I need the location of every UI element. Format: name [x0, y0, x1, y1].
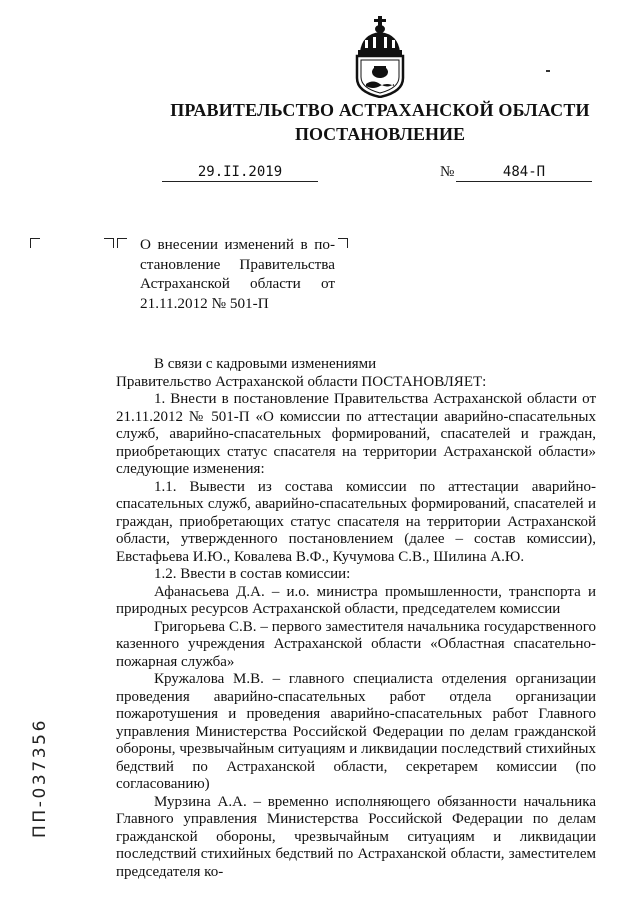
- number-sign: №: [440, 164, 455, 180]
- body-paragraph: 1.1. Вывести из состава комиссии по аттестации аварийно-спасательных служб, аварийно-спасательных формирований, спасателей и граждан, приобретающих статус спасателя на территории Астраханской области, утвержденного постановлением (далее – состав комиссии), Евстафьева И.Ю., Ковалева В.Ф., Кучумова С.В., Шилина А.Ю.: [116, 478, 596, 565]
- body-paragraph: 1.2. Ввести в состав комиссии:: [154, 566, 351, 582]
- margin-tick-mark: [546, 70, 550, 72]
- document-subject: [140, 235, 335, 313]
- serial-number: ПП-037356: [30, 718, 50, 838]
- coat-of-arms-emblem: [352, 16, 408, 98]
- document-body: [116, 356, 596, 881]
- body-paragraph: В связи с кадровыми изменениями: [154, 356, 377, 372]
- body-paragraph: Правительство Астраханской области ПОСТАНОВЛЯЕТ:: [116, 373, 487, 390]
- body-paragraph: Кружалова М.В. – главного специалиста отделения организации проведения аварийно-спасательных работ отдела организации пожаротушения и проведения аварийно-спасательных работ Главного управления Министерства Российской Федерации по делам гражданской обороны, чрезвычайным ситуациям и ликвидации последствий стихийных бедствий по Астраханской области, секретарем комиссии (по согласованию): [116, 671, 596, 792]
- body-paragraph: Мурзина А.А. – временно исполняющего обязанности начальника Главного управления Министерства Российской Федерации по делам гражданской обороны, чрезвычайным ситуациям и ликвидации последствий стихийных бедствий по Астраханской области, заместителем председателя ко-: [116, 793, 596, 880]
- body-paragraph: Григорьева С.В. – первого заместителя начальника государственного казенного учреждения Астраханской области «Областная спасательно-пожарная служба»: [116, 618, 596, 670]
- serial-stamp: [30, 718, 150, 858]
- document-date: 29.II.2019: [162, 164, 318, 182]
- subject-line: 21.11.2012 № 501-П: [140, 294, 269, 312]
- body-paragraph: Афанасьева Д.А. – и.о. министра промышленности, транспорта и природных ресурсов Астраханской области, председателем комиссии: [116, 583, 596, 617]
- subject-line: становление Правительства: [140, 255, 335, 273]
- subject-left-bracket-inner: [117, 238, 127, 248]
- left-margin-bracket: [30, 238, 40, 248]
- subject-line: О внесении изменений в по-: [140, 236, 335, 253]
- subject-right-bracket: [338, 238, 348, 248]
- document-number: 484-П: [456, 164, 592, 182]
- government-title: ПРАВИТЕЛЬСТВО АСТРАХАНСКОЙ ОБЛАСТИ: [170, 100, 590, 120]
- body-paragraph: 1. Внести в постановление Правительства Астраханской области от 21.11.2012 № 501-П «О комиссии по аттестации аварийно-спасательных служб, аварийно-спасательных формирований, спасателей и граждан, приобретающих статус спасателя на территории Астраханской области» следующие изменения:: [116, 391, 596, 477]
- document-type: ПОСТАНОВЛЕНИЕ: [294, 124, 466, 144]
- subject-left-bracket: [104, 238, 114, 248]
- subject-line: Астраханской области от: [140, 275, 335, 292]
